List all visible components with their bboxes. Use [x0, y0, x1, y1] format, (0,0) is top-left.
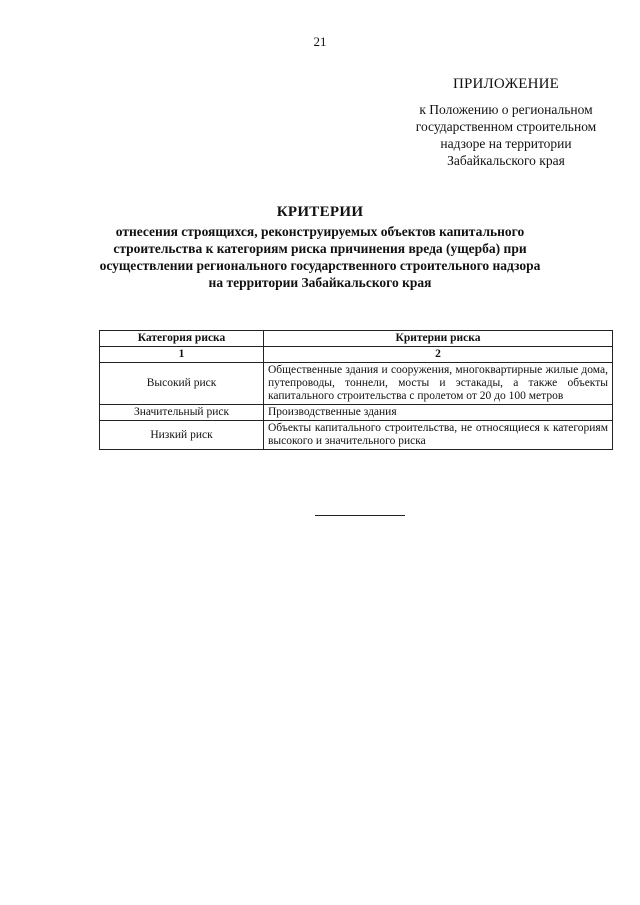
appendix-block	[388, 76, 624, 169]
subtitle-line: отнесения строящихся, реконструируемых объектов капитального	[115, 224, 525, 239]
appendix-line: к Положению о региональном	[419, 102, 593, 117]
subtitle-line: осуществлении регионального государственного строительного надзора	[99, 258, 541, 273]
column-number-row	[100, 347, 613, 363]
risk-criteria-cell: Объекты капитального строительства, не относящиеся к категориям высокого и значительного риска	[264, 421, 613, 450]
table-row	[100, 421, 613, 450]
table-row	[100, 363, 613, 405]
column-number: 2	[264, 347, 613, 363]
table-header-row	[100, 331, 613, 347]
appendix-line: государственном строительном	[415, 119, 597, 134]
document-title: КРИТЕРИИ	[276, 204, 364, 220]
column-number: 1	[100, 347, 264, 363]
risk-criteria-cell: Производственные здания	[264, 405, 613, 421]
appendix-line: Забайкальского края	[447, 153, 565, 168]
appendix-line: надзоре на территории	[440, 136, 572, 151]
closing-divider	[315, 515, 405, 516]
header-risk-category: Категория риска	[100, 331, 264, 347]
subtitle-line: на территории Забайкальского края	[208, 275, 432, 290]
risk-category-cell: Значительный риск	[100, 405, 264, 421]
risk-criteria-table	[99, 330, 613, 450]
table-row	[100, 405, 613, 421]
subtitle-line: строительства к категориям риска причинения вреда (ущерба) при	[113, 241, 527, 256]
page-number: 21	[313, 34, 327, 49]
header-risk-criteria: Критерии риска	[264, 331, 613, 347]
risk-category-cell: Высокий риск	[100, 363, 264, 405]
risk-criteria-cell: Общественные здания и сооружения, многоквартирные жилые дома, путепроводы, тоннели, мосты и эстакады, а также объекты капитального строительства с пролетом от 20 до 100 метров	[264, 363, 613, 405]
document-subtitle	[90, 223, 550, 291]
appendix-title: ПРИЛОЖЕНИЕ	[452, 76, 560, 92]
risk-category-cell: Низкий риск	[100, 421, 264, 450]
